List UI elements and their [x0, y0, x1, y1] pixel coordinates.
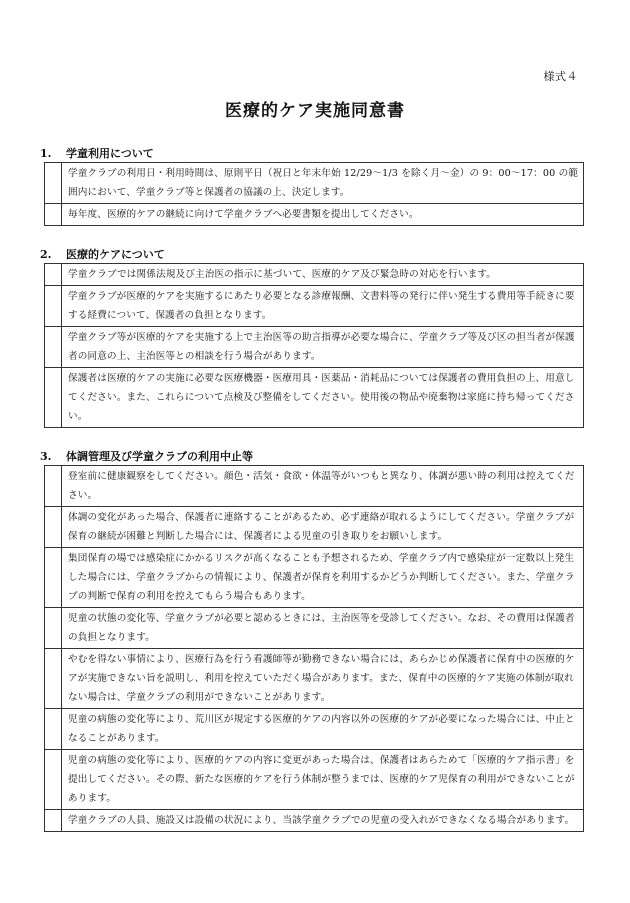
table-row: [45, 649, 584, 709]
table-row: [45, 548, 584, 608]
section-title: 医療的ケアについて: [66, 248, 165, 261]
checkbox-cell[interactable]: [45, 548, 62, 608]
form-number: 様式４: [543, 70, 578, 83]
table-row: [45, 750, 584, 810]
section-number: 1.: [40, 147, 52, 160]
checkbox-cell[interactable]: [45, 204, 62, 226]
item-text: 児童の病態の変化等により、医療的ケアの内容に変更があった場合は、保護者はあらためて「医療的ケア指示書」を提出してください。その際、新たな医療的ケアを行う体制が整うまでは、医療的ケア児保育の利用ができないことがあります。: [62, 750, 584, 810]
checkbox-cell[interactable]: [45, 264, 62, 286]
checkbox-cell[interactable]: [45, 750, 62, 810]
table-row: [45, 368, 584, 428]
checkbox-cell[interactable]: [45, 368, 62, 428]
checkbox-cell[interactable]: [45, 608, 62, 649]
item-text: 登室前に健康観察をしてください。顔色・活気・食欲・体温等がいつもと異なり、体調が悪い時の利用は控えてください。: [62, 466, 584, 507]
table-row: [45, 264, 584, 286]
table-row: [45, 507, 584, 548]
checkbox-cell[interactable]: [45, 810, 62, 832]
table-row: [45, 327, 584, 368]
item-table: [44, 465, 584, 832]
item-text: やむを得ない事情により、医療行為を行う看護師等が勤務できない場合には、あらかじめ保護者に保育中の医療的ケアが実施できない旨を説明し、利用を控えていただく場合があります。また、保育中の医療的ケア実施の体制が取れない場合は、学童クラブの利用ができないことがあります。: [62, 649, 584, 709]
checkbox-cell[interactable]: [45, 507, 62, 548]
item-text: 毎年度、医療的ケアの継続に向けて学童クラブへ必要書類を提出してください。: [62, 204, 584, 226]
section-title: 学童利用について: [66, 147, 154, 160]
checkbox-cell[interactable]: [45, 649, 62, 709]
table-row: [45, 709, 584, 750]
section-title: 体調管理及び学童クラブの利用中止等: [66, 450, 253, 463]
table-row: [45, 204, 584, 226]
section-number: 2.: [40, 248, 52, 261]
document-title: 医療的ケア実施同意書: [225, 101, 405, 121]
item-text: 体調の変化があった場合、保護者に連絡することがあるため、必ず連絡が取れるようにしてください。学童クラブが保育の継続が困難と判断した場合には、保護者による児童の引き取りをお願いします。: [62, 507, 584, 548]
section-2: [40, 246, 585, 428]
checkbox-cell[interactable]: [45, 286, 62, 327]
checkbox-cell[interactable]: [45, 466, 62, 507]
checkbox-cell[interactable]: [45, 709, 62, 750]
item-text: 学童クラブが医療的ケアを実施するにあたり必要となる診療報酬、文書料等の発行に伴い発生する費用等手続きに要する経費について、保護者の負担となります。: [62, 286, 584, 327]
section-number: 3.: [40, 450, 52, 463]
item-text: 学童クラブの利用日・利用時間は、原則平日（祝日と年末年始 12/29～1/3 を除く月～金）の 9：00～17：00 の範囲内において、学童クラブ等と保護者の協議の上、決定します。: [62, 163, 584, 204]
section-3: [40, 448, 585, 832]
table-row: [45, 466, 584, 507]
item-text: 学童クラブ等が医療的ケアを実施する上で主治医等の助言指導が必要な場合に、学童クラブ等及び区の担当者が保護者の同意の上、主治医等との相談を行う場合があります。: [62, 327, 584, 368]
table-row: [45, 286, 584, 327]
section-heading: [40, 246, 585, 263]
checkbox-cell[interactable]: [45, 163, 62, 204]
table-row: [45, 810, 584, 832]
item-text: 児童の病態の変化等により、荒川区が規定する医療的ケアの内容以外の医療的ケアが必要になった場合には、中止となることがあります。: [62, 709, 584, 750]
table-row: [45, 608, 584, 649]
item-text: 保護者は医療的ケアの実施に必要な医療機器・医療用具・医薬品・消耗品については保護者の費用負担の上、用意してください。また、これらについて点検及び整備をしてください。使用後の物品や廃棄物は家庭に持ち帰ってください。: [62, 368, 584, 428]
item-text: 集団保育の場では感染症にかかるリスクが高くなることも予想されるため、学童クラブ内で感染症が一定数以上発生した場合には、学童クラブからの情報により、保護者が保育を利用するかどうか判断してください。また、学童クラブの判断で保育の利用を控えてもらう場合もあります。: [62, 548, 584, 608]
item-text: 学童クラブでは関係法規及び主治医の指示に基づいて、医療的ケア及び緊急時の対応を行います。: [62, 264, 584, 286]
checkbox-cell[interactable]: [45, 327, 62, 368]
item-text: 児童の状態の変化等、学童クラブが必要と認めるときには、主治医等を受診してください。なお、その費用は保護者の負担となります。: [62, 608, 584, 649]
item-table: [44, 263, 584, 428]
section-heading: [40, 448, 585, 465]
section-1: [40, 145, 585, 226]
section-heading: [40, 145, 585, 162]
table-row: [45, 163, 584, 204]
item-text: 学童クラブの人員、施設又は設備の状況により、当該学童クラブでの児童の受入れができなくなる場合があります。: [62, 810, 584, 832]
item-table: [44, 162, 584, 226]
